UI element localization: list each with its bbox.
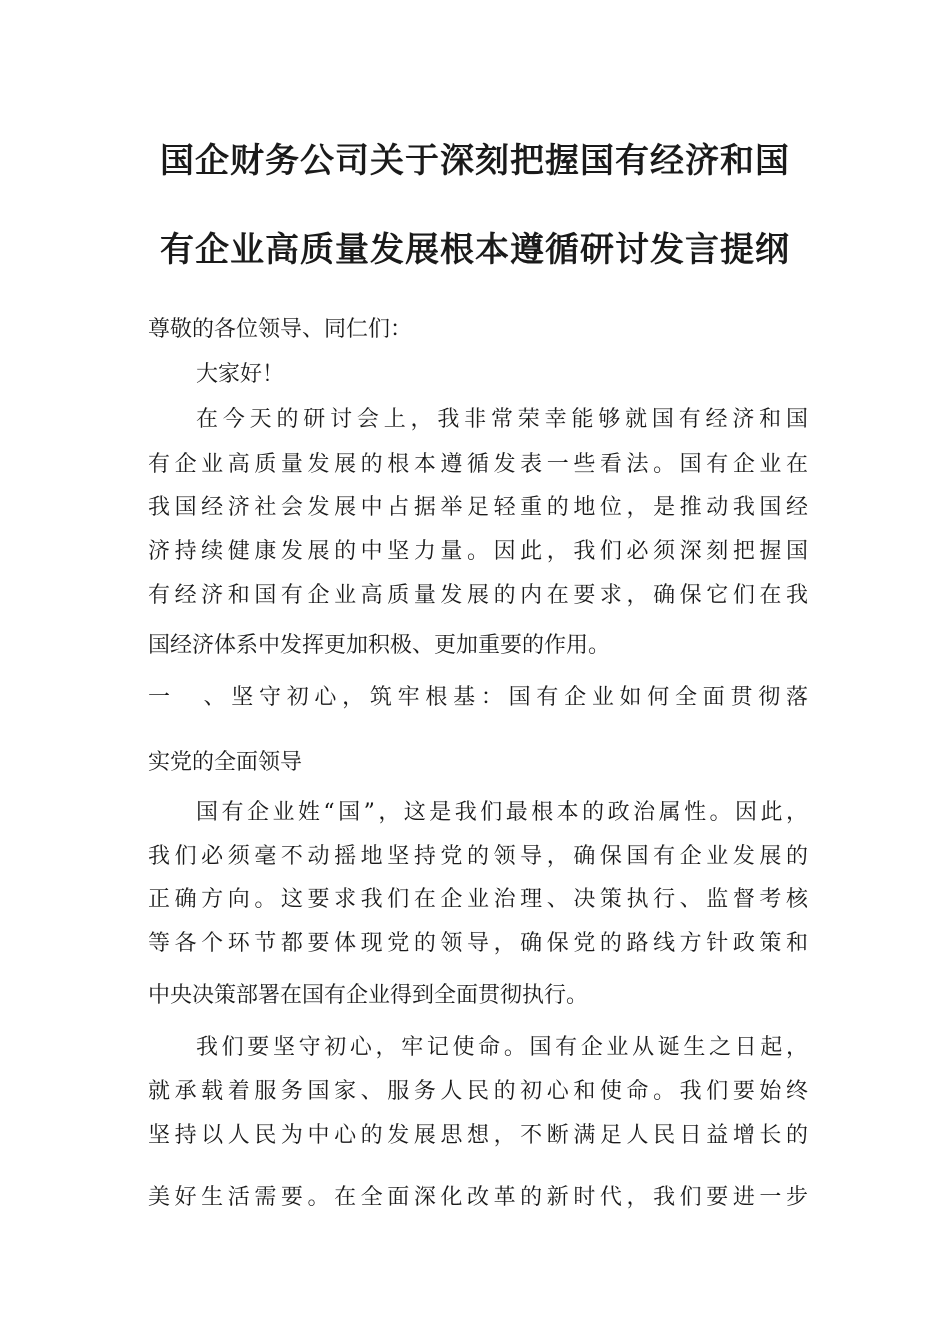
paragraph-3-line-4: 美好生活需要。在全面深化改革的新时代，我们要进一步 bbox=[148, 1185, 808, 1210]
paragraph-2-line-3: 正确方向。这要求我们在企业治理、决策执行、监督考核 bbox=[148, 887, 808, 912]
paragraph-2-line-2: 我们必须毫不动摇地坚持党的领导，确保国有企业发展的 bbox=[148, 844, 808, 869]
paragraph-2-line-5: 中央决策部署在国有企业得到全面贯彻执行。 bbox=[148, 983, 589, 1008]
paragraph-1-line-6: 国经济体系中发挥更加积极、更加重要的作用。 bbox=[148, 633, 611, 658]
document-title-line-2: 有企业高质量发展根本遵循研讨发言提纲 bbox=[160, 230, 790, 270]
paragraph-3-line-2: 就承载着服务国家、服务人民的初心和使命。我们要始终 bbox=[148, 1079, 808, 1104]
paragraph-1-line-4: 济持续健康发展的中坚力量。因此，我们必须深刻把握国 bbox=[148, 539, 808, 564]
paragraph-3-line-1: 我们要坚守初心，牢记使命。国有企业从诞生之日起， bbox=[196, 1035, 808, 1060]
paragraph-3-line-3: 坚持以人民为中心的发展思想，不断满足人民日益增长的 bbox=[148, 1123, 808, 1148]
salutation: 尊敬的各位领导、同仁们： bbox=[148, 317, 413, 342]
paragraph-2-line-1: 国有企业姓“国”，这是我们最根本的政治属性。因此， bbox=[196, 800, 808, 825]
section-1-heading-line-2: 实党的全面领导 bbox=[148, 750, 303, 775]
paragraph-1-line-5: 有经济和国有企业高质量发展的内在要求，确保它们在我 bbox=[148, 583, 808, 608]
paragraph-1-line-1: 在今天的研讨会上，我非常荣幸能够就国有经济和国 bbox=[196, 407, 808, 432]
paragraph-1-line-3: 我国经济社会发展中占据举足轻重的地位，是推动我国经 bbox=[148, 495, 808, 520]
section-1-heading-line-1: 一 、坚守初心，筑牢根基：国有企业如何全面贯彻落 bbox=[148, 685, 808, 710]
document-title-line-1: 国企财务公司关于深刻把握国有经济和国 bbox=[160, 141, 790, 181]
greeting: 大家好！ bbox=[196, 362, 285, 387]
paragraph-1-line-2: 有企业高质量发展的根本遵循发表一些看法。国有企业在 bbox=[148, 452, 808, 477]
paragraph-2-line-4: 等各个环节都要体现党的领导，确保党的路线方针政策和 bbox=[148, 931, 808, 956]
